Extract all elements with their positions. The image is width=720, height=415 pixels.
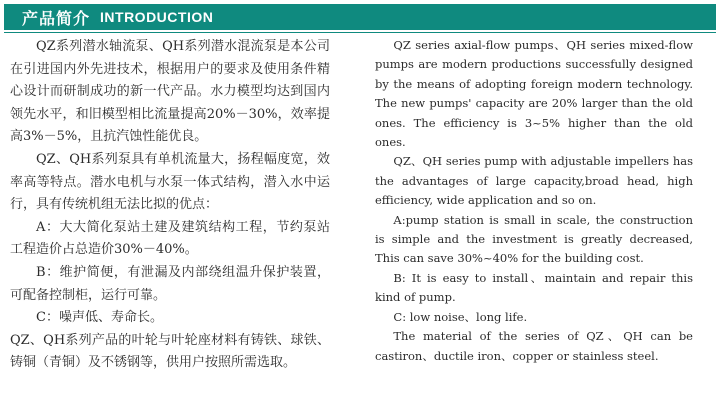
en-paragraph-intro: QZ series axial-flow pumps、QH series mixed-flow pumps are modern productions successfully designed by the means of adopting foreign modern technology. The new pumps' capacity are 20% larger than the old ones. The efficiency is 3~5% higher than the old ones. bbox=[375, 38, 693, 150]
cn-paragraph-features: QZ、QH系列泵具有单机流量大，扬程幅度宽，效率高等特点。潜水电机与水泵一体式结构，潜入水中运行，具有传统机组无法比拟的优点： bbox=[10, 151, 330, 213]
section-header bbox=[4, 4, 716, 30]
chinese-text-column bbox=[10, 36, 330, 375]
header-title-en: INTRODUCTION bbox=[100, 9, 214, 25]
cn-paragraph-advantage-c: C：噪声低、寿命长。 bbox=[36, 310, 163, 326]
cn-paragraph-intro: QZ系列潜水轴流泵、QH系列潜水混流泵是本公司在引进国内外先进技术，根据用户的要求及使用条件精心设计而研制成功的新一代产品。水力模型均达到国内领先水平，和旧模型相比流量提高20%－30%，效率提高3%－5%，且抗汽蚀性能优良。 bbox=[10, 39, 330, 145]
en-paragraph-advantage-b: B: It is easy to install、maintain and repair this kind of pump. bbox=[375, 270, 693, 305]
header-title-cn: 产品简介 bbox=[22, 8, 91, 28]
english-text-column bbox=[375, 36, 693, 366]
en-paragraph-materials: The material of the series of QZ、QH can be castiron、ductile iron、copper or stainless steel. bbox=[375, 329, 693, 363]
en-paragraph-advantage-c: C: low noise、long life. bbox=[393, 309, 528, 324]
en-paragraph-features: QZ、QH series pump with adjustable impellers has the advantages of large capacity,broad head, high efficiency, wide application and so on. bbox=[375, 154, 693, 208]
cn-paragraph-advantage-a: A：大大简化泵站土建及建筑结构工程，节约泵站工程造价占总造价30%－40%。 bbox=[10, 219, 330, 258]
header-divider bbox=[4, 32, 716, 33]
en-paragraph-advantage-a: A:pump station is small in scale, the construction is simple and the investment is greatly decreased, This can save 30%~40% for the building cost. bbox=[375, 212, 693, 266]
cn-paragraph-advantage-b: B：维护简便，有泄漏及内部绕组温升保护装置，可配备控制柜，运行可靠。 bbox=[10, 264, 330, 303]
cn-paragraph-materials: QZ、QH系列产品的叶轮与叶轮座材料有铸铁、球铁、铸铜（青铜）及不锈钢等，供用户按照所需选取。 bbox=[10, 332, 330, 371]
